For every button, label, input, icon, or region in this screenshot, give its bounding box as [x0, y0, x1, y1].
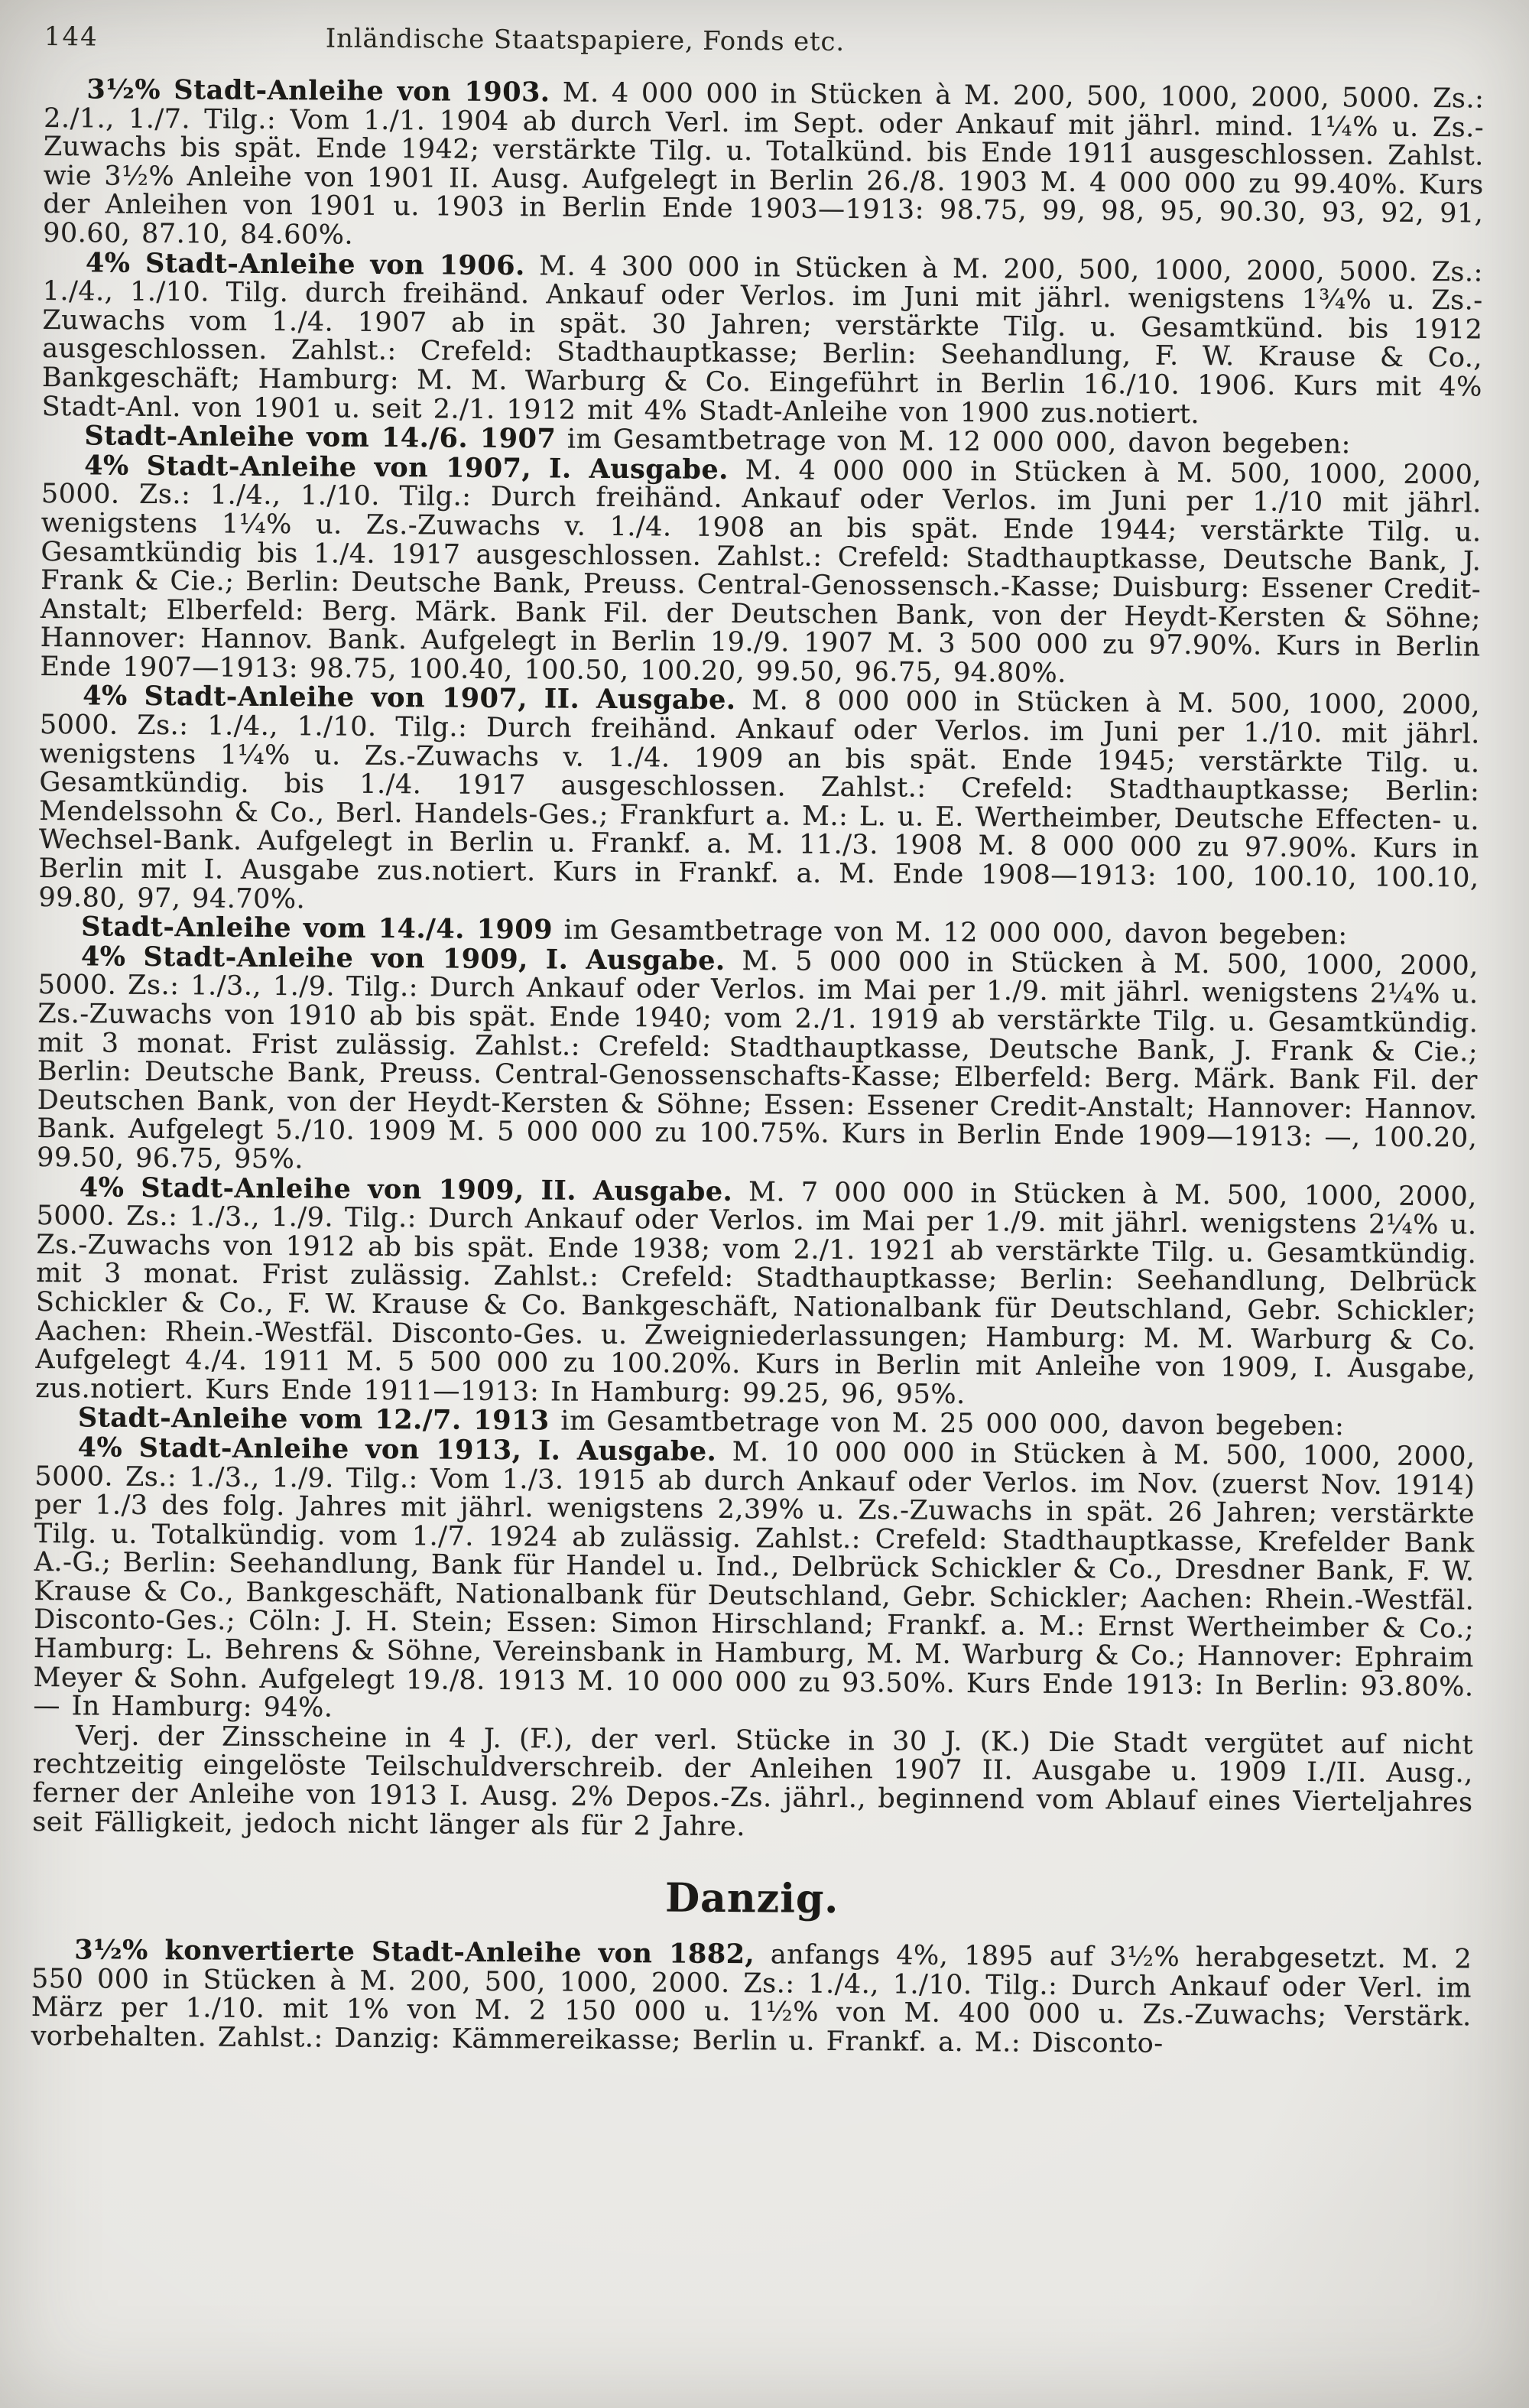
page-content: [31, 21, 1485, 2061]
entry-body: M. 4 000 000 in Stücken à M. 500, 1000, 2000, 5000. Zs.: 1./4., 1./10. Tilg.: Durch freihänd. Ankauf oder Verlos. im Juni per 1./10 mit jährl. wenigstens 1¹⁄₄% u. Zs.-Zuwachs v. 1./4. 1908 an bis spät. Ende 1944; verstärkte Tilg. u. Gesamtkündig bis 1./4. 1917 ausgeschlossen. Zahlst.: Crefeld: Stadthauptkasse, Deutsche Bank, J. Frank & Cie.; Berlin: Deutsche Bank, Preuss. Central-Genossensch.-Kasse; Duisburg: Essener Credit-Anstalt; Elberfeld: Berg. Märk. Bank Fil. der Deutschen Bank, von der Heydt-Kersten & Söhne; Hannover: Hannov. Bank. Aufgelegt in Berlin 19./9. 1907 M. 3 500 000 zu 97.90%. Kurs in Berlin Ende 1907—1913: 98.75, 100.40, 100.50, 100.20, 99.50, 96.75, 94.80%.: [40, 454, 1482, 689]
entry-body: im Gesamtbetrage von M. 12 000 000, davon begeben:: [552, 915, 1348, 951]
body-text: [31, 75, 1484, 2061]
entry-lead: Stadt-Anleihe vom 14./4. 1909: [81, 911, 553, 946]
section-heading-danzig: Danzig.: [664, 1874, 839, 1923]
entry-body: M. 8 000 000 in Stücken à M. 500, 1000, 2000, 5000. Zs.: 1./4., 1./10. Tilg.: Durch freihänd. Ankauf oder Verlos. im Juni per 1./10. mit jährl. wenigstens 1¹⁄₄% u. Zs.-Zuwachs v. 1./4. 1909 an bis spät. Ende 1945; verstärkte Tilg. u. Gesamtkündig. bis 1./4. 1917 ausgeschlossen. Zahlst.: Crefeld: Stadthauptkasse; Berlin: Mendelssohn & Co., Berl. Handels-Ges.; Frankfurt a. M.: L. u. E. Wertheimber, Deutsche Effecten- u. Wechsel-Bank. Aufgelegt in Berlin u. Frankf. a. M. 11./3. 1908 M. 8 000 000 zu 97.90%. Kurs in Berlin mit I. Ausgabe zus.notiert. Kurs in Frankf. a. M. Ende 1908—1913: 100, 100.10, 100.10, 99.80, 97, 94.70%.: [38, 685, 1481, 915]
entry-lead: Stadt-Anleihe vom 12./7. 1913: [77, 1402, 550, 1437]
bond-entry-1913-1: [33, 1433, 1475, 1730]
entry-body: M. 10 000 000 in Stücken à M. 500, 1000, 2000, 5000. Zs.: 1./3., 1./9. Tilg.: Vom 1./3. 1915 ab durch Ankauf oder Verlos. im Nov. (zuerst Nov. 1914) per 1./3 des folg. Jahres mit jährl. wenigstens 2,39% u. Zs.-Zuwachs in spät. 26 Jahren; verstärkte Tilg. u. Totalkündig. vom 1./7. 1924 ab zulässig. Zahlst.: Crefeld: Stadthauptkasse, Krefelder Bank A.-G.; Berlin: Seehandlung, Bank für Handel u. Ind., Delbrück Schickler & Co., Dresdner Bank, F. W. Krause & Co., Bankgeschäft, Nationalbank für Deutschland, Gebr. Schickler; Aachen: Rhein.-Westfäl. Disconto-Ges.; Cöln: J. H. Stein; Essen: Simon Hirschland; Frankf. a. M.: Ernst Wertheimber & Co.; Hamburg: L. Behrens & Söhne, Vereinsbank in Hamburg, M. M. Warburg & Co.; Hannover: Ephraim Meyer & Sohn. Aufgelegt 19./8. 1913 M. 10 000 000 zu 93.50%. Kurs Ende 1913: In Berlin: 93.80%. — In Hamburg: 94%.: [33, 1436, 1475, 1724]
verjaehrung-note: [32, 1721, 1473, 1847]
bond-entry-danzig-1882: [31, 1935, 1472, 2061]
entry-body: M. 5 000 000 in Stücken à M. 500, 1000, 2000, 5000. Zs.: 1./3., 1./9. Tilg.: Durch Ankauf oder Verlos. im Mai per 1./9. mit jährl. wenigstens 2¹⁄₄% u. Zs.-Zuwachs von 1910 ab bis spät. Ende 1940; vom 2./1. 1919 ab verstärkte Tilg. u. Gesamtkündig. mit 3 monat. Frist zulässig. Zahlst.: Crefeld: Stadthauptkasse, Deutsche Bank, J. Frank & Cie.; Berlin: Deutsche Bank, Preuss. Central-Genossenschafts-Kasse; Elberfeld: Berg. Märk. Bank Fil. der Deutschen Bank, von der Heydt-Kersten & Söhne; Essen: Essener Credit-Anstalt; Hannover: Hannov. Bank. Aufgelegt 5./10. 1909 M. 5 000 000 zu 100.75%. Kurs in Berlin Ende 1909—1913: —, 100.20, 99.50, 96.75, 95%.: [37, 945, 1479, 1175]
entry-lead: 3¹⁄₂% Stadt-Anleihe von 1903.: [86, 73, 550, 109]
bond-entry-1909-1: [37, 942, 1479, 1182]
entry-body: M. 7 000 000 in Stücken à M. 500, 1000, 2000, 5000. Zs.: 1./3., 1./9. Tilg.: Durch Ankauf oder Verlos. im Mai per 1./9. mit jährl. wenigstens 2¹⁄₄% u. Zs.-Zuwachs von 1912 ab bis spät. Ende 1938; vom 2./1. 1921 ab verstärkte Tilg. u. Gesamtkündig. mit 3 monat. Frist zulässig. Zahlst.: Crefeld: Stadthauptkasse; Berlin: Seehandlung, Delbrück Schickler & Co., F. W. Krause & Co. Bankgeschäft, Nationalbank für Deutschland, Gebr. Schickler; Aachen: Rhein.-Westfäl. Disconto-Ges. u. Zweigniederlassungen; Hamburg: M. M. Warburg & Co. Aufgelegt 4./4. 1911 M. 5 500 000 zu 100.20%. Kurs in Berlin mit Anleihe von 1909, I. Ausgabe, zus.notiert. Kurs Ende 1911—1913: In Hamburg: 99.25, 96, 95%.: [35, 1176, 1477, 1410]
entry-body: M. 4 300 000 in Stücken à M. 200, 500, 1000, 2000, 5000. Zs.: 1./4., 1./10. Tilg. durch freihänd. Ankauf oder Verlos. im Juni mit jährl. wenigstens 1³⁄₄% u. Zs.-Zuwachs vom 1./4. 1907 ab in spät. 30 Jahren; verstärkte Tilg. u. Gesamtkünd. bis 1912 ausgeschlossen. Zahlst.: Crefeld: Stadthauptkasse; Berlin: Seehandlung, F. W. Krause & Co., Bankgeschäft; Hamburg: M. M. Warburg & Co. Eingeführt in Berlin 16./10. 1906. Kurs mit 4% Stadt-Anl. von 1901 u. seit 2./1. 1912 mit 4% Stadt-Anleihe von 1900 zus.notiert.: [41, 250, 1483, 430]
bond-entry-1906: [41, 246, 1483, 431]
entry-lead: 4% Stadt-Anleihe von 1909, I. Ausgabe.: [80, 941, 726, 977]
entry-lead: 4% Stadt-Anleihe von 1906.: [85, 246, 525, 281]
bond-entry-1907-2: [38, 681, 1480, 921]
entry-body: anfangs 4%, 1895 auf 3¹⁄₂% herabgesetzt. M. 2 550 000 in Stücken à M. 200, 500, 1000, 2000. Zs.: 1./4., 1./10. Tilg.: Durch Ankauf oder Verl. im März per 1./10. mit 1% von M. 2 150 000 u. 1¹⁄₂% von M. 400 000 u. Zs.-Zuwachs; Verstärk. vorbehalten. Zahlst.: Danzig: Kämmereikasse; Berlin u. Frankf. a. M.: Disconto-: [31, 1939, 1472, 2059]
entry-lead: 4% Stadt-Anleihe von 1909, II. Ausgabe.: [79, 1171, 733, 1207]
bond-entry-1907-1: [40, 451, 1482, 691]
entry-body: M. 4 000 000 in Stücken à M. 200, 500, 1000, 2000, 5000. Zs.: 2./1., 1./7. Tilg.: Vom 1./1. 1904 ab durch Verl. im Sept. oder Ankauf mit jährl. mind. 1¹⁄₄% u. Zs.-Zuwachs bis spät. Ende 1942; verstärkte Tilg. u. Totalkünd. bis Ende 1911 ausgeschlossen. Zahlst. wie 3¹⁄₂% Anleihe von 1901 II. Ausg. Aufgelegt in Berlin 26./8. 1903 M. 4 000 000 zu 99.40%. Kurs der Anleihen von 1901 u. 1903 in Berlin Ende 1903—1913: 98.75, 99, 98, 95, 90.30, 93, 92, 91, 90.60, 87.10, 84.60%.: [43, 77, 1485, 251]
bond-entry-1903: [43, 75, 1484, 258]
bond-entry-1909-2: [35, 1173, 1477, 1413]
entry-lead: 4% Stadt-Anleihe von 1907, II. Ausgabe.: [83, 680, 736, 717]
entry-lead: Stadt-Anleihe vom 14./6. 1907: [84, 420, 557, 455]
running-title: Inländische Staatspapiere, Fonds etc.: [325, 23, 846, 57]
entry-body: im Gesamtbetrage von M. 12 000 000, davon begeben:: [556, 424, 1351, 460]
running-head: [44, 21, 1485, 67]
page-number: 144: [44, 21, 99, 53]
entry-lead: 3¹⁄₂% konvertierte Stadt-Anleihe von 1882,: [74, 1934, 755, 1971]
entry-lead: 4% Stadt-Anleihe von 1907, I. Ausgabe.: [84, 450, 729, 486]
entry-body: im Gesamtbetrage von M. 25 000 000, davon begeben:: [549, 1405, 1345, 1442]
entry-lead: 4% Stadt-Anleihe von 1913, I. Ausgabe.: [77, 1431, 717, 1467]
entry-body: Verj. der Zinsscheine in 4 J. (F.), der verl. Stücke in 30 J. (K.) Die Stadt vergütet auf nicht rechtzeitig eingelöste Teilschuldverschreib. der Anleihen 1907 II. Ausgabe u. 1909 I./II. Ausg., ferner der Anleihe von 1913 I. Ausg. 2% Depos.-Zs. jährl., beginnend vom Ablauf eines Vierteljahres seit Fälligkeit, jedoch nicht länger als für 2 Jahre.: [32, 1721, 1474, 1842]
